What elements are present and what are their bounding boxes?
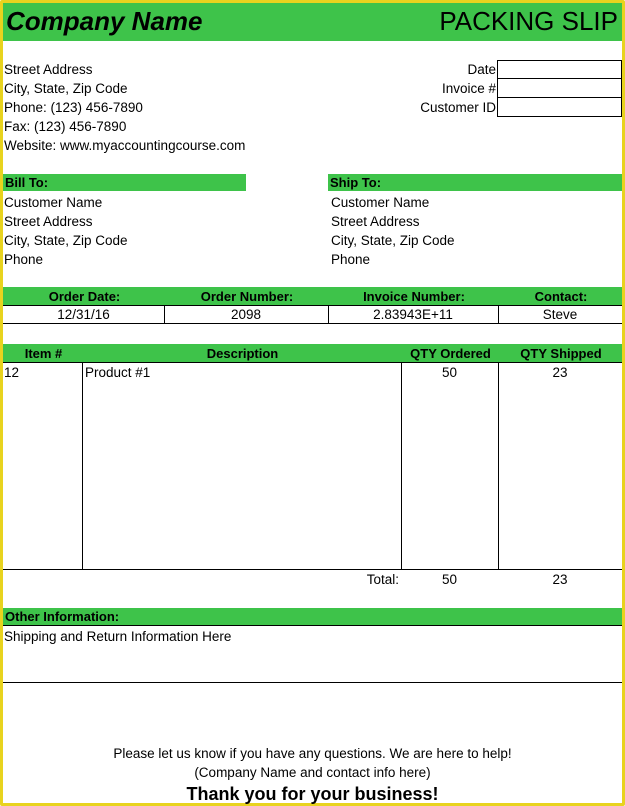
total-label: Total: bbox=[366, 572, 399, 587]
company-fax: Fax: (123) 456-7890 bbox=[4, 119, 127, 134]
order-number-header: Order Number: bbox=[200, 289, 294, 304]
row-qty-shipped: 23 bbox=[552, 365, 568, 380]
other-info-heading: Other Information: bbox=[3, 608, 622, 625]
company-street: Street Address bbox=[4, 62, 93, 77]
company-phone: Phone: (123) 456-7890 bbox=[4, 100, 143, 115]
item-number-header: Item # bbox=[24, 346, 63, 361]
footer-help-text: Please let us know if you have any questions. We are here to help! bbox=[113, 746, 512, 761]
footer-thanks: Thank you for your business! bbox=[186, 784, 439, 804]
document-title: PACKING SLIP bbox=[439, 6, 618, 36]
bill-to-phone: Phone bbox=[4, 252, 44, 267]
bill-to-name: Customer Name bbox=[4, 195, 103, 210]
items-col-divider bbox=[498, 362, 499, 569]
order-date-header: Order Date: bbox=[48, 289, 121, 304]
other-info-bottom-border bbox=[3, 682, 622, 683]
ship-to-heading: Ship To: bbox=[328, 174, 622, 191]
total-qty-shipped: 23 bbox=[552, 572, 568, 587]
company-website: Website: www.myaccountingcourse.com bbox=[4, 138, 246, 153]
invoice-label: Invoice # bbox=[441, 81, 496, 96]
bill-to-street: Street Address bbox=[4, 214, 93, 229]
row-item-number: 12 bbox=[4, 365, 20, 380]
bill-to-city: City, State, Zip Code bbox=[4, 233, 128, 248]
company-city: City, State, Zip Code bbox=[4, 81, 128, 96]
total-qty-ordered: 50 bbox=[441, 572, 458, 587]
invoice-number-value: 2.83943E+11 bbox=[373, 307, 453, 322]
company-name: Company Name bbox=[6, 6, 203, 36]
ship-to-name: Customer Name bbox=[331, 195, 430, 210]
customer-id-label: Customer ID bbox=[420, 100, 496, 115]
contact-value: Steve bbox=[542, 307, 578, 322]
invoice-field[interactable] bbox=[497, 78, 622, 98]
description-header: Description bbox=[206, 346, 279, 361]
ship-to-street: Street Address bbox=[331, 214, 420, 229]
contact-header: Contact: bbox=[534, 289, 588, 304]
customer-id-field[interactable] bbox=[497, 97, 622, 117]
date-field[interactable] bbox=[497, 60, 622, 79]
ship-to-phone: Phone bbox=[331, 252, 371, 267]
qty-ordered-header: QTY Ordered bbox=[410, 346, 491, 361]
order-date-value: 12/31/16 bbox=[57, 307, 110, 322]
items-col-divider bbox=[82, 362, 83, 569]
qty-shipped-header: QTY Shipped bbox=[520, 346, 602, 361]
ship-to-city: City, State, Zip Code bbox=[331, 233, 455, 248]
invoice-number-header: Invoice Number: bbox=[363, 289, 465, 304]
footer-contact-text: (Company Name and contact info here) bbox=[194, 765, 431, 780]
row-qty-ordered: 50 bbox=[441, 365, 458, 380]
other-info-top-border bbox=[3, 625, 622, 626]
bill-to-heading: Bill To: bbox=[3, 174, 246, 191]
other-info-text: Shipping and Return Information Here bbox=[4, 629, 232, 644]
order-number-value: 2098 bbox=[230, 307, 262, 322]
items-col-divider bbox=[401, 362, 402, 569]
date-label: Date bbox=[467, 62, 496, 77]
row-description: Product #1 bbox=[85, 365, 151, 380]
